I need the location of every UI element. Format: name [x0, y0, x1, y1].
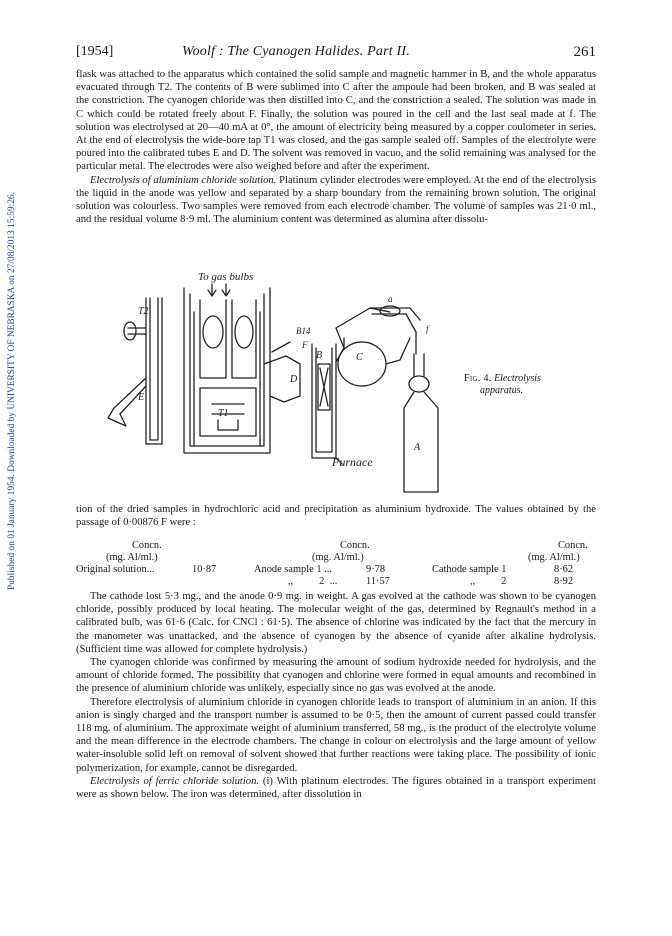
- label-to-gas-bulbs: To gas bulbs: [198, 271, 254, 283]
- paragraph-values-intro: [76, 503, 596, 529]
- body-continuation: [76, 590, 596, 801]
- col3-header: Concn.: [558, 540, 588, 551]
- paragraph-text: Platinum cylinder electrodes were employed. At the end of the electrolysis the liquid in the anode was yellow and separated by a sharp boundary from the remaining brown solution. The original solution was colourless. Two samples were removed from each electrode chamber. The volume of samples was 21·0 ml., and the residual volume 8·9 ml. The aluminium content was determined as alumina after dissolu-: [76, 174, 596, 226]
- flask-A: [404, 354, 438, 492]
- download-watermark: Published on 01 January 1954. Downloaded by UNIVERSITY OF NEBRASKA on 27/08/2013 15:59:26.: [6, 191, 16, 590]
- left-tube-assembly: [108, 298, 162, 444]
- label-D: D: [290, 374, 298, 385]
- paragraph-confirmation: The cyanogen chloride was confirmed by measuring the amount of sodium hydroxide needed for hydrolysis, and the amount of chloride formed. The possibility that cyanogen and chlorine were formed in equal amounts and recombined in the presence of aluminium chloride was unlikely, especially since no gas was evolved at the anode.: [76, 657, 596, 695]
- paragraph-ferric-chloride: [76, 775, 596, 801]
- section-heading: Electrolysis of aluminium chloride solution.: [90, 174, 277, 186]
- paragraph-transport: Therefore electrolysis of aluminium chloride in cyanogen chloride leads to transport of aluminium in an anion. If this anion is singly charged and the transport number is assumed to be 0·5, then the amount of current passed could transfer 118 mg. of aluminium. The approximate weight of aluminium transferred, 58 mg., is the product of the electrolyte volume and the mean difference in the electrode chambers. The change in colour on electrolysis and the large amount of yellow water-insoluble solid left on removal of solvent showed that further reactions were taking place. The possibility of ionic polymerization, for example, cannot be disregarded.: [76, 696, 596, 774]
- electrolysis-apparatus-diagram: [100, 268, 455, 493]
- original-solution-value: 10·87: [192, 564, 217, 575]
- label-B14: B14: [296, 326, 311, 336]
- col1-units: (mg. Al/ml.): [106, 552, 158, 563]
- cathode-sample-2-value: 8·92: [554, 576, 574, 587]
- cathode-sample-2-label: ,, 2: [470, 576, 507, 587]
- figure-number: Fig. 4.: [464, 373, 492, 384]
- col2-header: Concn.: [340, 540, 370, 551]
- label-a: a: [388, 294, 393, 304]
- page-number: 261: [573, 44, 596, 60]
- label-E: E: [138, 392, 145, 403]
- anode-sample-2-value: 11·57: [366, 576, 390, 587]
- central-cell: [184, 288, 270, 453]
- journal-year: [1954]: [76, 44, 114, 59]
- anode-sample-1-value: 9·78: [366, 564, 386, 575]
- cathode-sample-1-value: 8·62: [554, 564, 574, 575]
- label-B: B: [316, 350, 323, 361]
- paragraph-apparatus-procedure: [76, 68, 596, 226]
- label-F: F: [302, 340, 308, 350]
- col3-units: (mg. Al/ml.): [528, 552, 580, 563]
- label-f: f: [426, 324, 429, 334]
- col1-header: Concn.: [132, 540, 162, 551]
- label-A: A: [414, 442, 421, 453]
- anode-sample-2-label: ,, 2 ...: [288, 576, 338, 587]
- col2-units: (mg. Al/ml.): [312, 552, 364, 563]
- running-header: [76, 44, 596, 62]
- label-tap-T1: T1: [218, 408, 229, 419]
- running-title: Woolf : The Cyanogen Halides. Part II.: [182, 44, 410, 59]
- cathode-sample-1-label: Cathode sample 1: [432, 564, 507, 575]
- bulb-C: [336, 308, 410, 386]
- caption-line-2: apparatus.: [480, 385, 524, 396]
- original-solution-label: Original solution...: [76, 564, 155, 575]
- caption-line-1: Electrolysis: [494, 373, 541, 384]
- label-furnace: Furnace: [332, 455, 373, 469]
- label-tap-T2: T2: [138, 306, 149, 317]
- section-heading: Electrolysis of ferric chloride solution.: [90, 775, 260, 787]
- figure-caption: [464, 373, 541, 397]
- paragraph-aluminium-electrolysis: [76, 174, 596, 227]
- paragraph-text: tion of the dried samples in hydrochloric acid and precipitation as aluminium hydroxide. The values obtained by the passage of 0·00876 F were :: [76, 504, 596, 529]
- gas-arrow-2: [222, 284, 230, 296]
- anode-sample-1-label: Anode sample 1 ...: [254, 564, 332, 575]
- paragraph-cathode-gas: The cathode lost 5·3 mg., and the anode 0·9 mg. in weight. A gas evolved at the cathode was shown to be cyanogen chloride, possibly produced by local heating. The molecular weight of the gas, determined by Regnault's method in a calibrated bulb, was 61·6 (Calc. for CNCl : 61·5). The absence of chlorine was indicated by the fact that the mercury in the manometer was unattacked, and the absence of cyanogen by the absence of cyanide after alkaline hydrolysis. (Sufficient time was allowed for complete hydrolysis.): [76, 591, 596, 655]
- label-C: C: [356, 352, 363, 363]
- paragraph-text: flask was attached to the apparatus which contained the solid sample and magnetic hammer in B, and the whole apparatus evacuated through T2. The contents of B were sublimed into C after the ampoule had been broken, and B was sealed at the constriction. The cyanogen chloride was then distilled into C, and the constriction a sealed. The solution was made in C which could be rotated freely about F. Finally, the solution was poured in the cell and the last seal made at f. The solution was electrolysed at 20—40 mA at 0°, the amount of electricity being measured by a copper coulometer in series. At the end of electrolysis the wide-bore tap T1 was closed, and the gas sample sealed off. Samples of the electrolyte were poured into the calibrated tubes E and D. The solvent was removed in vacuo, and the solid remaining was analysed for the particular metal. The electrodes were also weighed before and after the experiment.: [76, 69, 596, 173]
- paragraph-text: (i) With platinum electrodes. The figures obtained in a transport experiment were as shown below. The iron was determined, after dissolution in: [76, 775, 596, 801]
